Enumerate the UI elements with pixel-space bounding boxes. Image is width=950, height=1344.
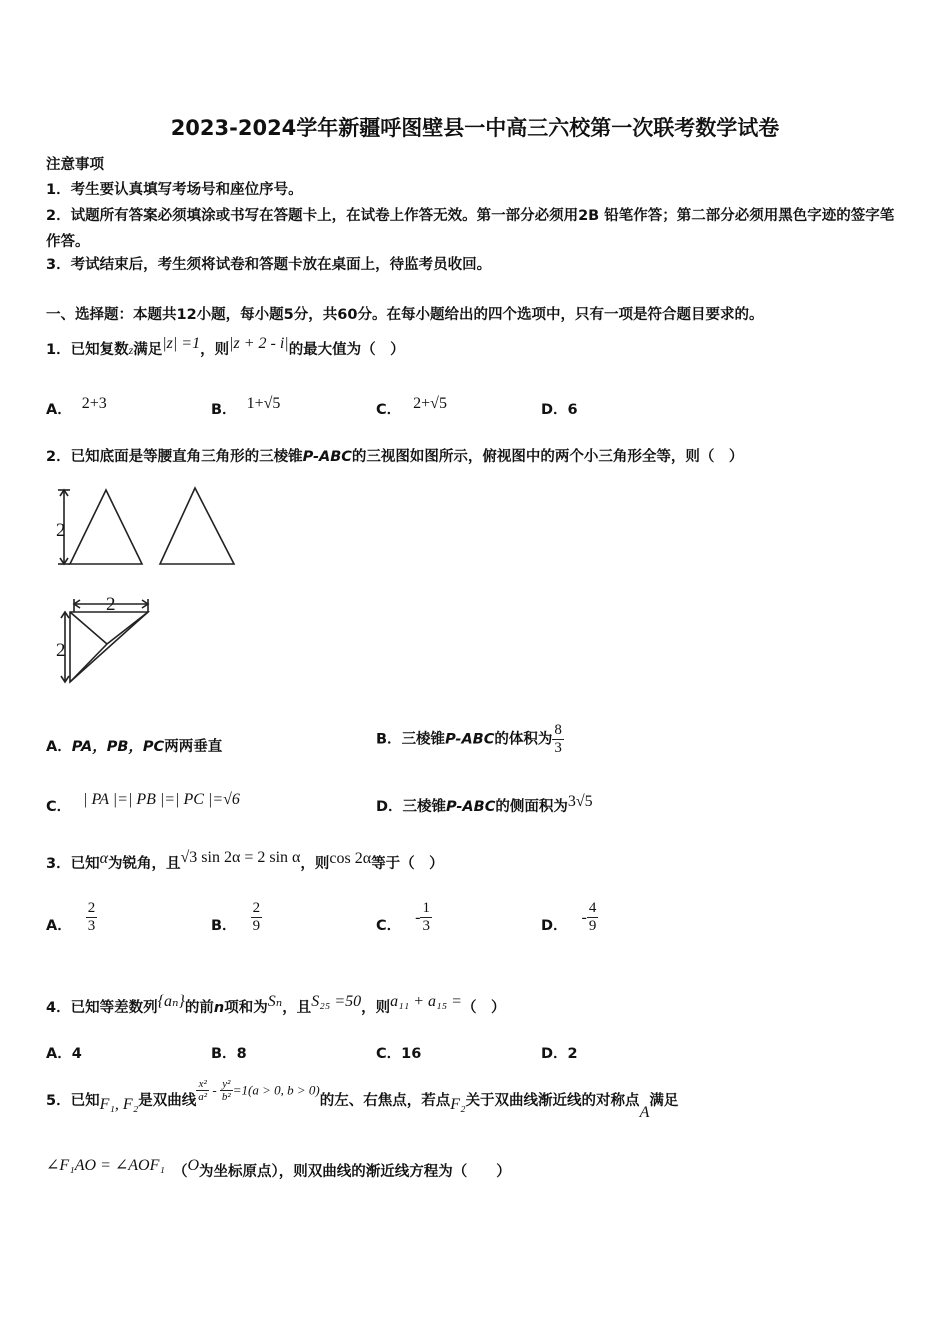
q4-option-c[interactable] bbox=[376, 1042, 421, 1063]
option-text: 8 bbox=[236, 1046, 247, 1062]
side-view bbox=[160, 488, 234, 564]
q5-angle-condition: ∠F₁AO = ∠AOF₁ bbox=[46, 1157, 165, 1174]
q4-n: n bbox=[213, 1000, 225, 1016]
option-math: | PA |=| PB |=| PC |=√6 bbox=[83, 791, 240, 808]
option-text: 三棱锥 bbox=[401, 731, 446, 748]
option-math: 2+3 bbox=[81, 395, 107, 412]
fraction-den: 3 bbox=[554, 740, 562, 756]
option-label: A． bbox=[46, 917, 72, 934]
top-view bbox=[61, 599, 148, 682]
q2-pyramid-name: P-ABC bbox=[302, 449, 352, 465]
q4-sum: a₁₁ + a₁₅ = bbox=[390, 993, 462, 1010]
front-view-height-label: 2 bbox=[56, 520, 66, 541]
option-fraction bbox=[587, 900, 599, 935]
q4-text-1: 4．已知等差数列 bbox=[46, 1000, 158, 1016]
fraction-den: 9 bbox=[588, 918, 597, 934]
notice-item-2: 2．试题所有答案必须填涂或书写在答题卡上，在试卷上作答无效。第一部分必须用2B 铅笔作答；第二部分必须用黑色字迹的签字笔作答。 bbox=[46, 208, 895, 250]
q4-s25: S₂₅ =50 bbox=[311, 993, 362, 1010]
fraction-den: a² bbox=[198, 1091, 208, 1103]
top-view-width-label: 2 bbox=[106, 594, 116, 615]
q3-cos: cos 2α bbox=[329, 850, 372, 867]
q5-y-fraction bbox=[220, 1078, 233, 1103]
q2-option-b[interactable] bbox=[376, 722, 564, 757]
three-view-figure bbox=[52, 484, 252, 694]
q5-foci: F₁, F₂ bbox=[99, 1095, 139, 1113]
option-text: 两两垂直 bbox=[164, 739, 223, 755]
q4-sequence: {aₙ} bbox=[157, 993, 185, 1010]
q1-option-a[interactable] bbox=[46, 395, 107, 419]
option-label: C． bbox=[46, 799, 72, 815]
fraction-den: 3 bbox=[87, 918, 96, 934]
option-math: 3√5 bbox=[567, 793, 593, 810]
q5-text-4: 关于双曲线渐近线的对称点 bbox=[465, 1092, 640, 1109]
q1-text-2: 满足 bbox=[133, 342, 163, 358]
top-view-height-label: 2 bbox=[56, 640, 66, 661]
option-fraction bbox=[552, 722, 564, 757]
q5-condition: =1(a > 0, b > 0) bbox=[232, 1082, 320, 1098]
q5-text-2: 是双曲线 bbox=[138, 1092, 197, 1109]
option-text: 4 bbox=[71, 1046, 82, 1062]
q1-text-1: 1．已知复数 bbox=[46, 342, 129, 358]
q5-text-7: 为坐标原点），则双曲线的渐近线方程为（ ） bbox=[199, 1164, 511, 1180]
option-pyramid-name: P-ABC bbox=[446, 799, 496, 815]
q3-option-c[interactable] bbox=[376, 900, 432, 935]
q3-option-b[interactable] bbox=[211, 900, 262, 935]
q1-expression: |z + 2 - i| bbox=[229, 335, 289, 352]
q5-text-5: 满足 bbox=[649, 1092, 679, 1109]
option-label: D． bbox=[376, 799, 403, 815]
q3-text-3: ，则 bbox=[300, 856, 330, 872]
q4-text-5: ，则 bbox=[361, 1000, 391, 1016]
option-text: 2 bbox=[567, 1046, 578, 1062]
option-fraction bbox=[251, 900, 263, 935]
question-2 bbox=[46, 445, 743, 466]
q5-origin: O bbox=[187, 1157, 199, 1174]
option-sign: - bbox=[581, 908, 587, 926]
option-label: B． bbox=[211, 402, 237, 418]
option-math: 1+√5 bbox=[246, 395, 281, 412]
q3-text-4: 等于（ ） bbox=[371, 856, 444, 872]
fraction-num: 2 bbox=[252, 900, 261, 916]
fraction-num: 2 bbox=[87, 900, 96, 916]
fraction-num: x² bbox=[196, 1078, 209, 1091]
option-text: 三棱锥 bbox=[402, 799, 447, 815]
option-sign: - bbox=[415, 908, 421, 926]
q1-text-3: ，则 bbox=[200, 342, 230, 358]
notice-item-1: 1．考生要认真填写考场号和座位序号。 bbox=[46, 182, 303, 198]
option-label: D． bbox=[541, 402, 568, 418]
q1-condition: |z| =1 bbox=[162, 335, 201, 352]
fraction-den: b² bbox=[221, 1091, 231, 1103]
q3-text-2: 为锐角，且 bbox=[108, 856, 181, 872]
option-label: B． bbox=[211, 1046, 237, 1062]
q2-text-1: 2．已知底面是等腰直角三角形的三棱锥 bbox=[46, 449, 303, 465]
option-pyramid-name: P-ABC bbox=[445, 731, 495, 748]
q4-option-a[interactable] bbox=[46, 1042, 82, 1063]
option-label: A． bbox=[46, 402, 72, 418]
option-fraction bbox=[420, 900, 432, 935]
q1-text-4: 的最大值为（ ） bbox=[288, 342, 405, 358]
q2-text-2: 的三视图如图所示，俯视图中的两个小三角形全等，则（ ） bbox=[351, 449, 744, 465]
q4-option-b[interactable] bbox=[211, 1042, 247, 1063]
option-text-tail: 的侧面积为 bbox=[495, 799, 568, 815]
q1-option-c[interactable] bbox=[376, 395, 447, 419]
q2-option-c[interactable] bbox=[46, 791, 240, 816]
fraction-num: y² bbox=[220, 1078, 233, 1091]
option-label: C． bbox=[376, 917, 402, 934]
option-label: C． bbox=[376, 1046, 402, 1062]
question-1 bbox=[46, 335, 405, 359]
q5-point-a: A bbox=[639, 1103, 650, 1121]
option-label: B． bbox=[211, 917, 237, 934]
q5-text-6: （ bbox=[172, 1164, 188, 1180]
option-math: PA，PB，PC bbox=[71, 739, 165, 755]
option-label: A． bbox=[46, 739, 72, 755]
option-text-tail: 的体积为 bbox=[494, 731, 553, 748]
q4-text-2: 的前 bbox=[184, 1000, 214, 1016]
option-text: 16 bbox=[401, 1046, 422, 1062]
fraction-den: 3 bbox=[422, 918, 430, 934]
fraction-den: 9 bbox=[252, 918, 261, 934]
exam-title: 2023-2024学年新疆呼图壁县一中高三六校第一次联考数学试卷 bbox=[170, 116, 780, 140]
q3-equation: √3 sin 2α = 2 sin α bbox=[180, 849, 301, 866]
fraction-num: 1 bbox=[422, 900, 430, 916]
option-label: C． bbox=[376, 402, 402, 418]
q4-sn: Sₙ bbox=[267, 993, 283, 1010]
q3-alpha: α bbox=[99, 850, 108, 867]
option-label: D． bbox=[541, 917, 568, 934]
q5-text-3: 的左、右焦点，若点 bbox=[319, 1092, 451, 1109]
question-5-line-2 bbox=[46, 1157, 511, 1181]
question-3 bbox=[46, 849, 444, 873]
q1-var-z: z bbox=[128, 343, 134, 357]
question-5: 5．已知F₁, F₂是双曲线 $\frac{\text{x²}}{\text{a²}}$ - $\frac{\text{y²}}{\text{b²}}$ =1(a > 0, b > 0)的左、右焦点，若点F₂关于双曲线渐近线的对称点A满足 bbox=[46, 1078, 679, 1121]
q4-text-6: （ ） bbox=[461, 1000, 506, 1016]
fraction-num: 8 bbox=[554, 722, 562, 738]
section-heading: 一、选择题：本题共12小题，每小题5分，共60分。在每小题给出的四个选项中，只有一项是符合题目要求的。 bbox=[46, 307, 764, 323]
option-label: A． bbox=[46, 1046, 72, 1062]
q5-x-fraction bbox=[196, 1078, 209, 1103]
q3-option-d[interactable] bbox=[541, 900, 598, 935]
front-view bbox=[58, 490, 142, 564]
q4-text-3: 项和为 bbox=[224, 1000, 268, 1016]
option-label: B． bbox=[376, 731, 402, 748]
option-math: 2+√5 bbox=[413, 395, 447, 412]
q4-option-d[interactable] bbox=[541, 1042, 578, 1063]
option-text: 6 bbox=[567, 402, 578, 418]
option-fraction bbox=[86, 900, 98, 935]
q1-option-d[interactable] bbox=[541, 398, 578, 419]
fraction-num: 4 bbox=[588, 900, 597, 916]
q2-option-d[interactable] bbox=[376, 795, 593, 816]
notice-heading: 注意事项 bbox=[46, 157, 104, 173]
q3-option-a[interactable] bbox=[46, 900, 97, 935]
option-label: D． bbox=[541, 1046, 568, 1062]
q4-text-4: ，且 bbox=[282, 1000, 312, 1016]
q5-f2: F₂ bbox=[450, 1095, 466, 1113]
q2-option-a[interactable] bbox=[46, 735, 222, 756]
q3-text-1: 3．已知 bbox=[46, 856, 100, 872]
q1-option-b[interactable] bbox=[211, 395, 281, 419]
notice-item-3: 3．考试结束后，考生须将试卷和答题卡放在桌面上，待监考员收回。 bbox=[46, 257, 492, 273]
question-4 bbox=[46, 993, 506, 1017]
q5-text-1: 5．已知 bbox=[46, 1092, 100, 1109]
